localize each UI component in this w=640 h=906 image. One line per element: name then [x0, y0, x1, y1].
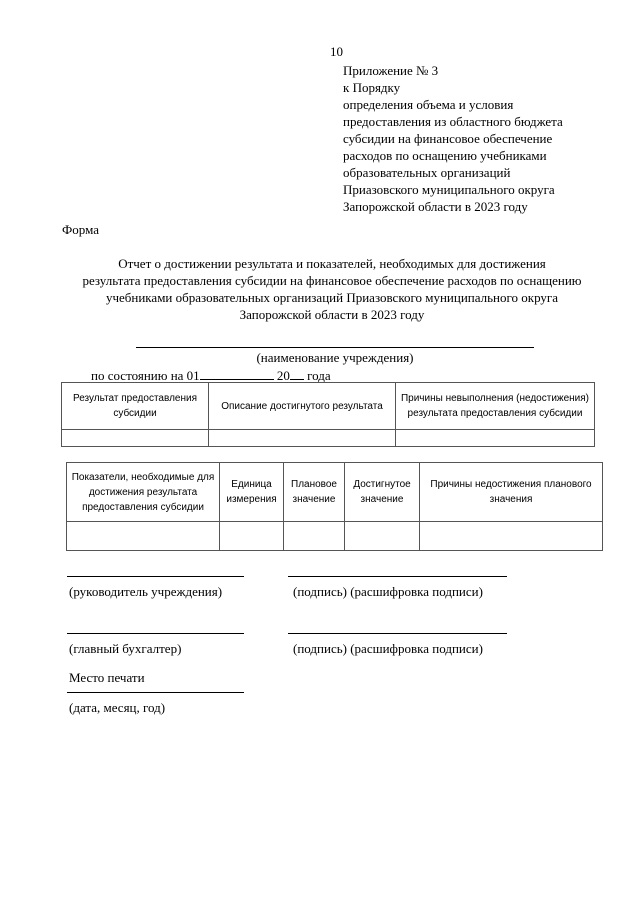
column-header: Причины недостижения планового значения — [420, 463, 603, 522]
accountant-sign-decode-field[interactable] — [288, 633, 507, 634]
institution-label: (наименование учреждения) — [256, 350, 414, 365]
report-title — [58, 255, 606, 323]
appendix-line: Запорожской области в 2023 году — [343, 199, 528, 214]
appendix-line: предоставления из областного бюджета — [343, 114, 563, 129]
result-table — [61, 382, 595, 447]
table-cell[interactable] — [284, 522, 345, 551]
stamp-label: Место печати — [69, 670, 145, 685]
report-title-line: учебниками образовательных организаций Приазовского муниципального округа — [105, 290, 559, 305]
form-label: Форма — [62, 222, 99, 237]
as-of-prefix: по состоянию на 01 — [91, 368, 200, 383]
head-signature-field[interactable] — [67, 576, 244, 577]
table-row — [62, 430, 595, 447]
sign-label: (подпись) (расшифровка подписи) — [293, 641, 483, 656]
date-label: (дата, месяц, год) — [69, 700, 166, 715]
appendix-line: Приложение № 3 — [343, 63, 439, 78]
indicators-table — [66, 462, 603, 551]
column-header: Плановое значение — [284, 463, 345, 522]
column-header: Результат предоставления субсидии — [62, 383, 209, 430]
table-header-row — [67, 463, 603, 522]
table-cell[interactable] — [396, 430, 595, 447]
report-title-line: Запорожской области в 2023 году — [239, 307, 425, 322]
table-cell[interactable] — [67, 522, 220, 551]
accountant-signature-field[interactable] — [67, 633, 244, 634]
date-field[interactable] — [67, 692, 244, 693]
head-label: (руководитель учреждения) — [69, 584, 223, 599]
as-of-year-prefix: 20 — [276, 368, 290, 383]
report-title-line: результата предоставления субсидии на финансовое обеспечение расходов по оснащению — [82, 273, 582, 288]
appendix-line: определения объема и условия — [343, 97, 514, 112]
column-header: Показатели, необходимые для достижения результата предоставления субсидии — [67, 463, 220, 522]
table-cell[interactable] — [209, 430, 396, 447]
table-row — [67, 522, 603, 551]
page-number: 10 — [330, 44, 343, 59]
appendix-line: расходов по оснащению учебниками — [343, 148, 547, 163]
column-header: Описание достигнутого результата — [209, 383, 396, 430]
appendix-header — [343, 62, 563, 215]
as-of-suffix: года — [307, 368, 331, 383]
accountant-label: (главный бухгалтер) — [69, 641, 182, 656]
appendix-line: образовательных организаций — [343, 165, 511, 180]
table-cell[interactable] — [62, 430, 209, 447]
appendix-line: Приазовского муниципального округа — [343, 182, 555, 197]
table-cell[interactable] — [420, 522, 603, 551]
institution-name-field[interactable] — [136, 347, 534, 348]
table-cell[interactable] — [220, 522, 284, 551]
head-sign-decode-field[interactable] — [288, 576, 507, 577]
appendix-line: к Порядку — [343, 80, 401, 95]
appendix-line: субсидии на финансовое обеспечение — [343, 131, 553, 146]
sign-label: (подпись) (расшифровка подписи) — [293, 584, 483, 599]
report-title-line: Отчет о достижении результата и показателей, необходимых для достижения — [118, 256, 546, 271]
year-blank-field[interactable] — [290, 368, 304, 380]
column-header: Единица измерения — [220, 463, 284, 522]
table-header-row — [62, 383, 595, 430]
column-header: Причины невыполнения (недостижения) результата предоставления субсидии — [396, 383, 595, 430]
column-header: Достигнутое значение — [345, 463, 420, 522]
month-blank-field[interactable] — [200, 368, 274, 380]
table-cell[interactable] — [345, 522, 420, 551]
